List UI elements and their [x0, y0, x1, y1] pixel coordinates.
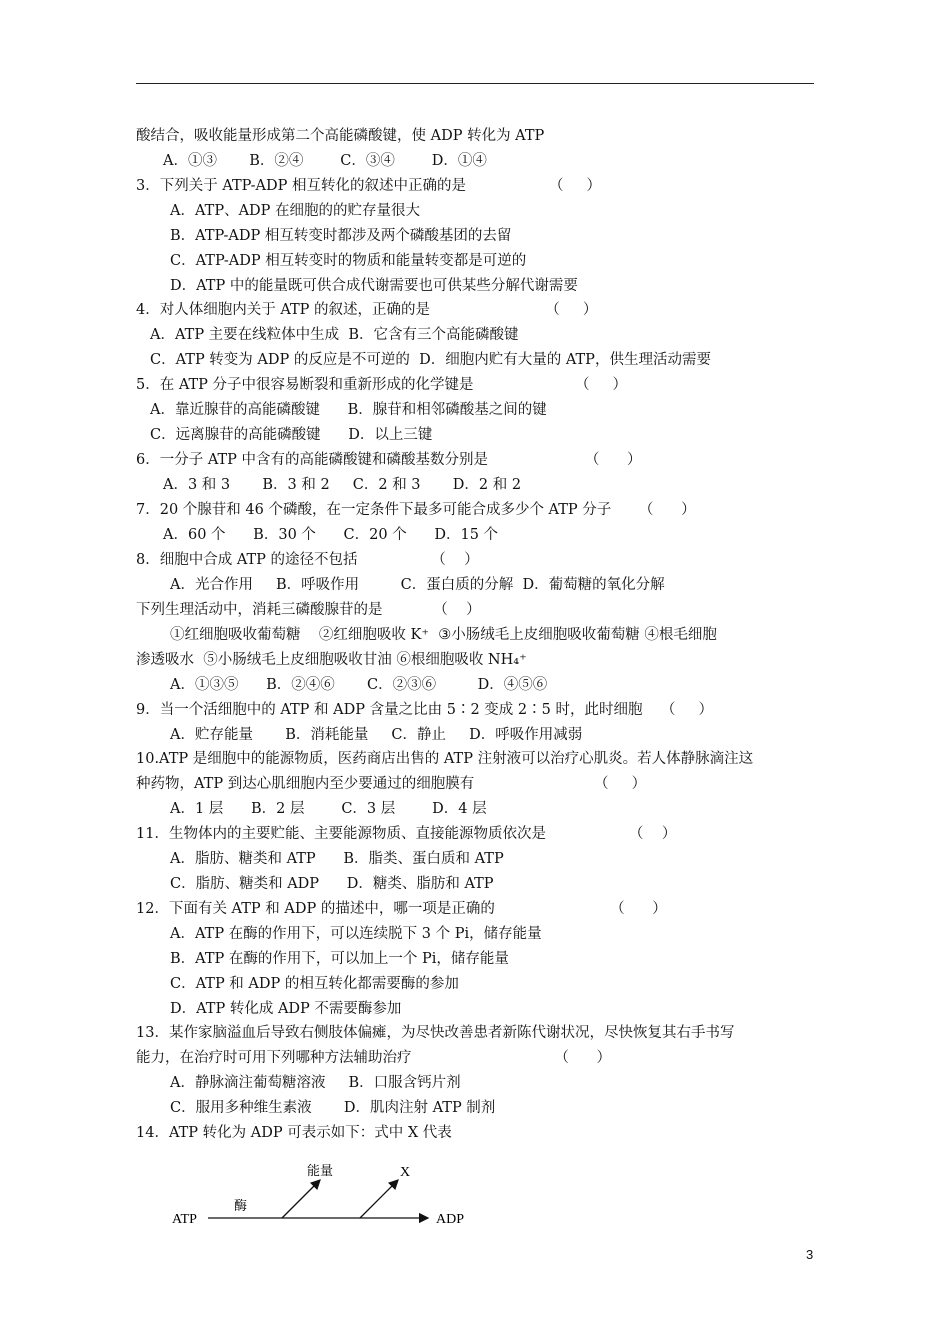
text-line: 3．下列关于 ATP-ADP 相互转化的叙述中正确的是 （ ） — [136, 178, 602, 194]
diagram-energy-label: 能量 — [307, 1163, 334, 1178]
text-line: C．ATP 和 ADP 的相互转化都需要酶的参加 — [170, 976, 459, 992]
text-line: ①红细胞吸收葡萄糖 ②红细胞吸收 K⁺ ③小肠绒毛上皮细胞吸收葡萄糖 ④根毛细胞 — [170, 627, 717, 643]
text-line: 9．当一个活细胞中的 ATP 和 ADP 含量之比由 5∶2 变成 2∶5 时，此时细胞 （ ） — [136, 702, 713, 718]
text-line: 5．在 ATP 分子中很容易断裂和重新形成的化学键是 （ ） — [136, 377, 627, 393]
header-rule — [136, 83, 814, 84]
text-line: C．服用多种维生素液 D．肌肉注射 ATP 制剂 — [170, 1100, 496, 1116]
text-line: 能力，在治疗时可用下列哪种方法辅助治疗 （ ） — [136, 1050, 612, 1066]
text-line: 13．某作家脑溢血后导致右侧肢体偏瘫，为尽快改善患者新陈代谢状况，尽快恢复其右手书写 — [136, 1025, 735, 1041]
text-line: D．ATP 转化成 ADP 不需要酶参加 — [170, 1001, 402, 1017]
text-line: 种药物，ATP 到达心肌细胞内至少要通过的细胞膜有 （ ） — [136, 776, 647, 792]
text-line: C．脂肪、糖类和 ADP D．糖类、脂肪和 ATP — [170, 876, 494, 892]
text-line: A．光合作用 B．呼吸作用 C．蛋白质的分解 D．葡萄糖的氧化分解 — [170, 577, 665, 593]
text-line: 11．生物体内的主要贮能、主要能源物质、直接能源物质依次是 （ ） — [136, 826, 677, 842]
page-number: 3 — [806, 1247, 814, 1262]
text-line: 渗透吸水 ⑤小肠绒毛上皮细胞吸收甘油 ⑥根细胞吸收 NH₄⁺ — [136, 652, 527, 668]
text-line: A．贮存能量 B．消耗能量 C．静止 D．呼吸作用减弱 — [170, 727, 583, 743]
text-line: 下列生理活动中，消耗三磷酸腺苷的是 （ ） — [136, 602, 481, 618]
energy-arrow — [282, 1180, 320, 1218]
text-line: A．静脉滴注葡萄糖溶液 B．口服含钙片剂 — [170, 1075, 461, 1091]
text-line: B．ATP 在酶的作用下，可以加上一个 Pi，储存能量 — [170, 951, 509, 967]
x-arrow — [360, 1180, 398, 1218]
text-line: A．脂肪、糖类和 ATP B．脂类、蛋白质和 ATP — [170, 851, 504, 867]
text-line: 14．ATP 转化为 ADP 可表示如下：式中 X 代表 — [136, 1125, 452, 1141]
text-line: A．ATP、ADP 在细胞的的贮存量很大 — [170, 203, 421, 219]
diagram-x-label: X — [400, 1165, 411, 1180]
text-line: A．①③ B．②④ C．③④ D．①④ — [163, 153, 487, 169]
text-line: 12．下面有关 ATP 和 ADP 的描述中，哪一项是正确的 （ ） — [136, 901, 667, 917]
text-line: 10.ATP 是细胞中的能源物质，医药商店出售的 ATP 注射液可以治疗心肌炎。若人体静脉滴注这 — [136, 751, 754, 767]
diagram-enzyme-label: 酶 — [234, 1198, 248, 1213]
text-line: A．ATP 在酶的作用下，可以连续脱下 3 个 Pi，储存能量 — [170, 926, 542, 942]
text-line: 8．细胞中合成 ATP 的途径不包括 （ ） — [136, 552, 479, 568]
text-line: 酸结合，吸收能量形成第二个高能磷酸键，使 ADP 转化为 ATP — [136, 128, 545, 144]
text-line: C．ATP 转变为 ADP 的反应是不可逆的 D．细胞内贮有大量的 ATP，供生理活动需要 — [150, 352, 711, 368]
atp-adp-diagram — [170, 1158, 490, 1238]
diagram-right-label: ADP — [436, 1212, 465, 1227]
text-line: A．60 个 B．30 个 C．20 个 D．15 个 — [163, 527, 499, 543]
text-line: 6．一分子 ATP 中含有的高能磷酸键和磷酸基数分别是 （ ） — [136, 452, 642, 468]
text-line: C．ATP-ADP 相互转变时的物质和能量转变都是可逆的 — [170, 253, 527, 269]
text-line: 4．对人体细胞内关于 ATP 的叙述，正确的是 （ ） — [136, 302, 598, 318]
text-line: A．靠近腺苷的高能磷酸键 B．腺苷和相邻磷酸基之间的键 — [150, 402, 547, 418]
text-line: A．3 和 3 B．3 和 2 C．2 和 3 D．2 和 2 — [163, 477, 522, 493]
text-line: A．1 层 B．2 层 C．3 层 D．4 层 — [170, 801, 487, 817]
diagram-left-label: ATP — [172, 1212, 197, 1227]
text-line: 7．20 个腺苷和 46 个磷酸，在一定条件下最多可能合成多少个 ATP 分子 （ ） — [136, 502, 696, 518]
text-line: B．ATP-ADP 相互转变时都涉及两个磷酸基团的去留 — [170, 228, 512, 244]
text-line: A．ATP 主要在线粒体中生成 B．它含有三个高能磷酸键 — [150, 327, 519, 343]
text-line: D．ATP 中的能量既可供合成代谢需要也可供某些分解代谢需要 — [170, 278, 578, 294]
text-line: A．①③⑤ B．②④⑥ C．②③⑥ D．④⑤⑥ — [170, 677, 548, 693]
text-line: C．远离腺苷的高能磷酸键 D．以上三键 — [150, 427, 433, 443]
